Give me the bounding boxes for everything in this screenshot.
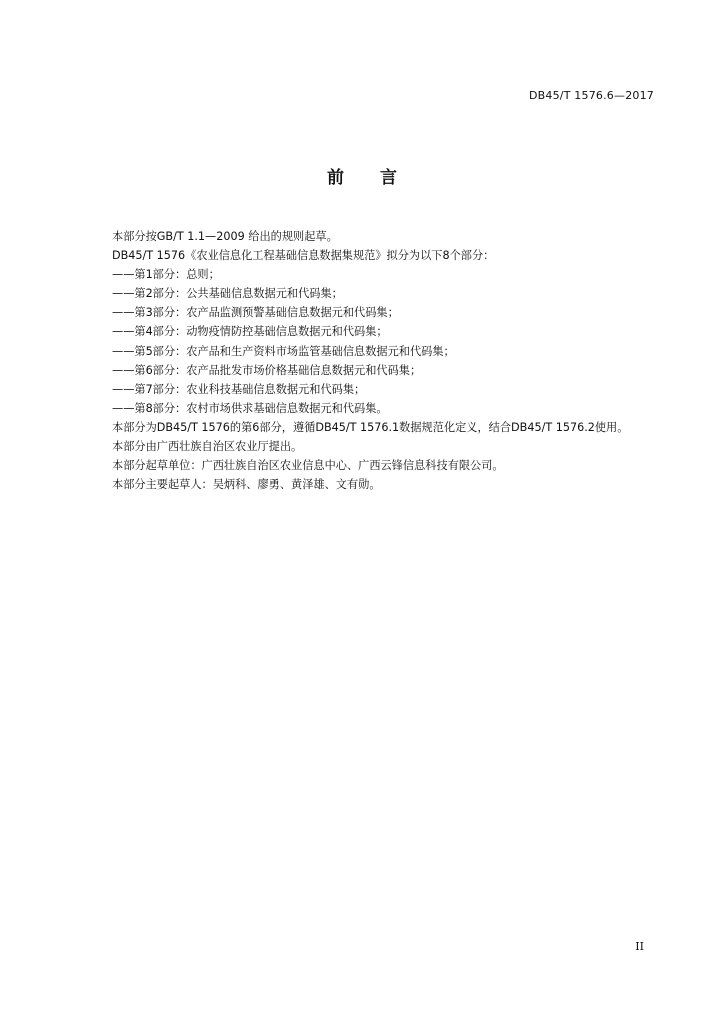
paragraph-drafting-units: 本部分起草单位：广西壮族自治区农业信息中心、广西云锋信息科技有限公司。 [112,459,504,473]
paragraph-drafting-rules: 本部分按GB/T 1.1—2009 给出的规则起草。 [112,230,338,243]
page-number: II [635,940,644,953]
list-item-part-4: ——第4部分：动物疫情防控基础信息数据元和代码集； [112,325,388,339]
paragraph-part-statement: 本部分为DB45/T 1576的第6部分，遵循DB45/T 1576.1数据规范化定义，结合DB45/T 1576.2使用。 [112,420,629,434]
list-item-part-5: ——第5部分：农产品和生产资料市场监管基础信息数据元和代码集； [112,344,455,358]
list-item-part-6: ——第6部分：农产品批发市场价格基础信息数据元和代码集； [112,363,422,377]
paragraph-proposer: 本部分由广西壮族自治区农业厅提出。 [112,440,303,454]
standard-code-header: DB45/T 1576.6—2017 [528,89,654,102]
foreword-body [112,227,672,494]
page-title: 前言 [327,168,433,188]
list-item-part-1: ——第1部分：总则； [112,268,220,282]
list-item-part-7: ——第7部分：农业科技基础信息数据元和代码集； [112,382,366,396]
list-item-part-8: ——第8部分：农村市场供求基础信息数据元和代码集。 [112,401,388,415]
list-item-part-3: ——第3部分：农产品监测预警基础信息数据元和代码集； [112,306,399,320]
paragraph-drafters: 本部分主要起草人：吴炳科、廖勇、黄泽雄、文有勋。 [112,478,381,492]
paragraph-parts-intro: DB45/T 1576《农业信息化工程基础信息数据集规范》拟分为以下8个部分： [112,249,495,263]
list-item-part-2: ——第2部分：公共基础信息数据元和代码集； [112,287,343,301]
